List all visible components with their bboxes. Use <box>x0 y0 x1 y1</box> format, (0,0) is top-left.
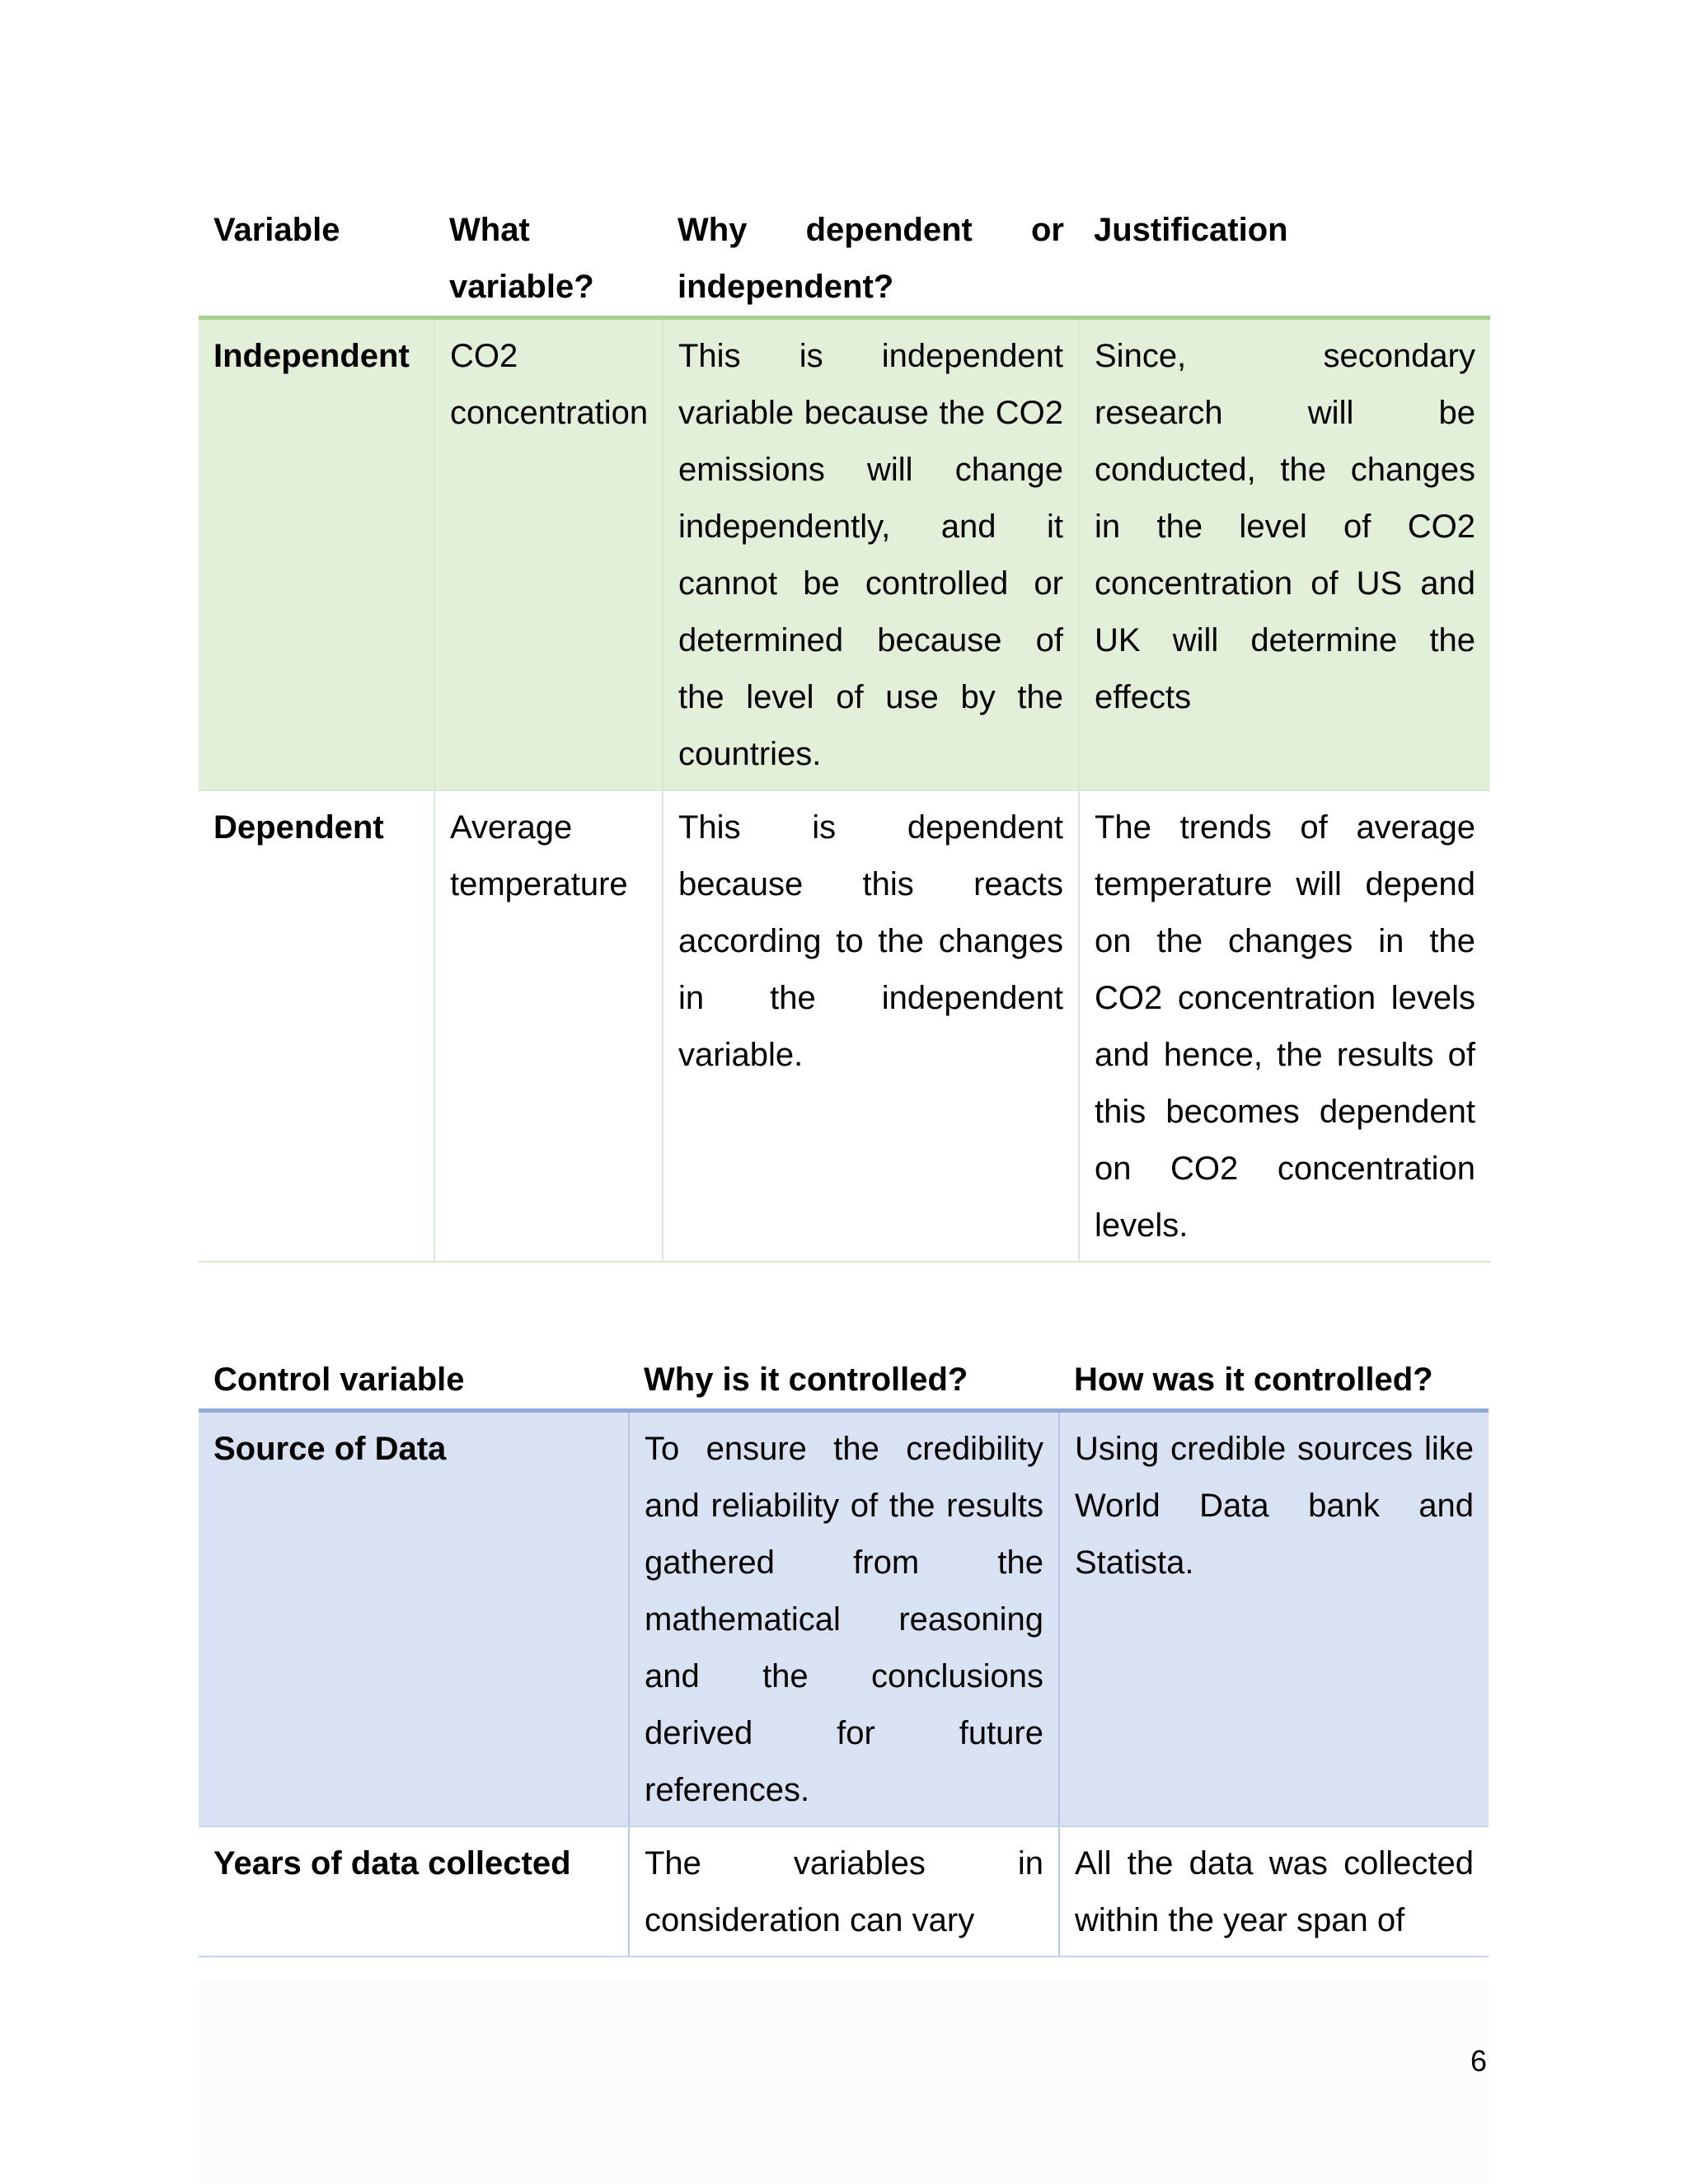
cell-why-controlled: To ensure the credibility and reliability of the results gathered from the mathematical reasoning and the conclusions derived for future references. <box>629 1411 1059 1827</box>
cell-variable: Dependent <box>199 790 434 1262</box>
page-number: 6 <box>1470 2044 1488 2078</box>
cell-variable: Independent <box>199 318 434 791</box>
column-header-control-variable: Control variable <box>199 1335 629 1411</box>
table-row-dependent <box>199 790 1490 1262</box>
column-header-what-variable: What variable? <box>434 185 663 318</box>
page-bottom-area <box>199 1978 1489 2184</box>
cell-justification: The trends of average temperature will depend on the changes in the CO2 concentration levels and hence, the results of this becomes dependent on CO2 concentration levels. <box>1079 790 1490 1262</box>
cell-why: This is dependent because this reacts according to the changes in the independent variable. <box>663 790 1079 1262</box>
cell-control-variable: Source of Data <box>199 1411 629 1827</box>
column-header-why: Why dependent or independent? <box>663 185 1079 318</box>
table-row-source-of-data <box>199 1411 1489 1827</box>
cell-how-controlled: All the data was collected within the year span of <box>1059 1826 1489 1957</box>
cell-control-variable: Years of data collected <box>199 1826 629 1957</box>
cell-why-controlled: The variables in consideration can vary <box>629 1826 1059 1957</box>
table-header-row <box>199 185 1490 318</box>
table-row-years-of-data <box>199 1826 1489 1957</box>
cell-what-variable: CO2 concentration <box>434 318 663 791</box>
cell-justification: Since, secondary research will be conducted, the changes in the level of CO2 concentration of US and UK will determine the effects <box>1079 318 1490 791</box>
column-header-why-controlled: Why is it controlled? <box>629 1335 1059 1411</box>
column-header-justification: Justification <box>1079 185 1490 318</box>
cell-how-controlled: Using credible sources like World Data bank and Statista. <box>1059 1411 1489 1827</box>
controls-table <box>199 1335 1489 1957</box>
cell-why: This is independent variable because the CO2 emissions will change independently, and it cannot be controlled or determined because of the level of use by the countries. <box>663 318 1079 791</box>
variables-table <box>199 185 1490 1263</box>
table-header-row <box>199 1335 1489 1411</box>
column-header-how-controlled: How was it controlled? <box>1059 1335 1489 1411</box>
cell-what-variable: Average temperature <box>434 790 663 1262</box>
column-header-variable: Variable <box>199 185 434 318</box>
table-row-independent <box>199 318 1490 791</box>
